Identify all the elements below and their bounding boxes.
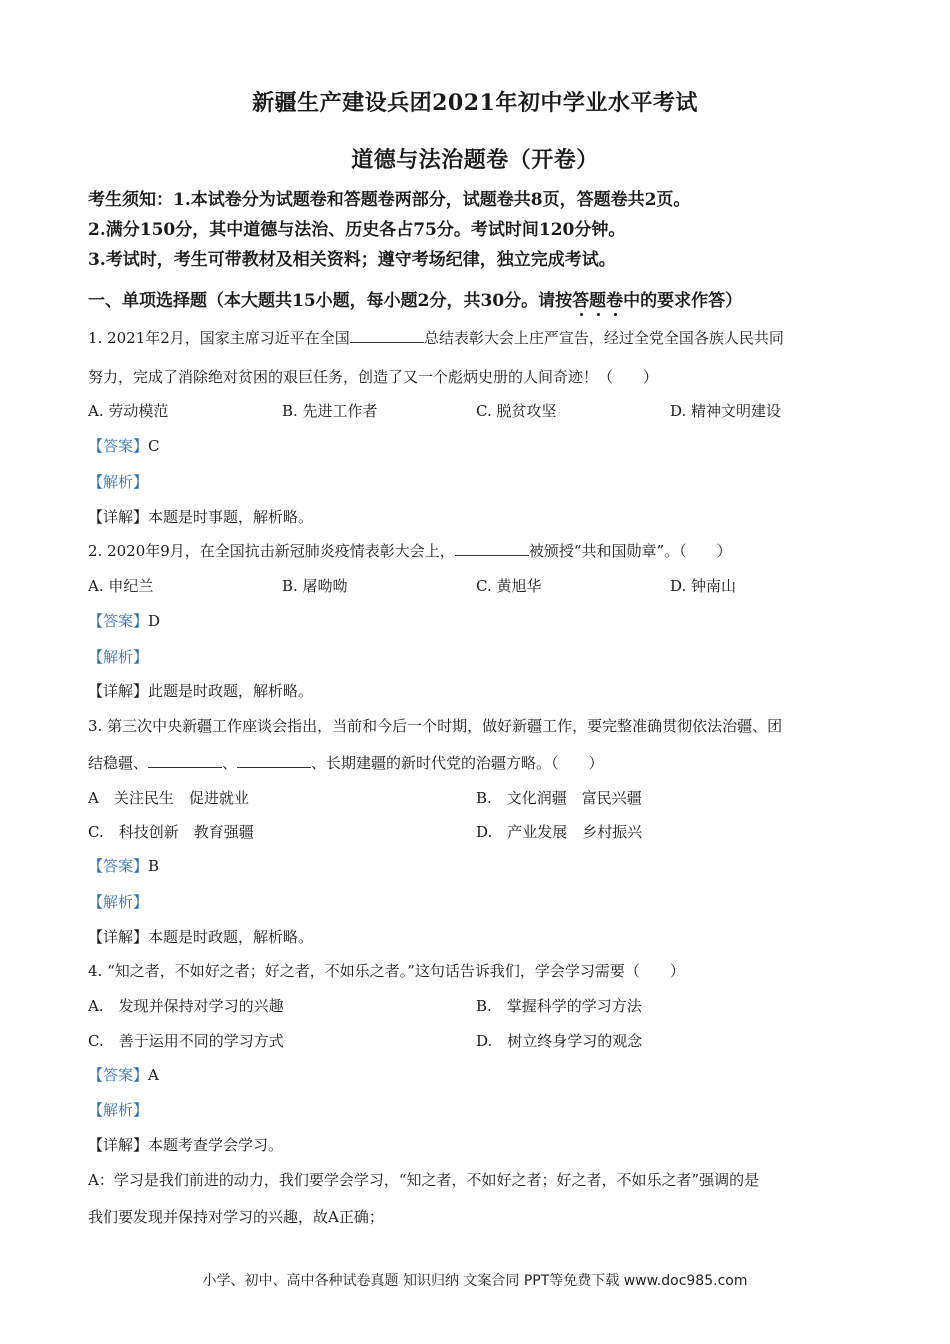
q4-option-a: A. 发现并保持对学习的兴趣 [88,997,284,1015]
fill-blank [148,755,222,768]
q1-option-d: D. 精神文明建设 [670,402,782,420]
fill-blank [455,543,529,556]
q1-option-a: A. 劳动模范 [88,402,169,420]
q2-analysis-label: 【解析】 [88,648,149,666]
question-2-stem: 2. 2020年9月，在全国抗击新冠肺炎疫情表彰大会上， 被颁授“共和国勋章”。（ ） [88,542,732,560]
q4-option-d: D. 树立终身学习的观念 [476,1032,643,1050]
question-1-stem-line-2: 努力，完成了消除绝对贫困的艰巨任务，创造了又一个彪炳史册的人间奇迹！（ ） [88,368,659,386]
q3-answer: 【答案】B [88,857,160,875]
question-4-stem: 4. “知之者，不如好之者；好之者，不如乐之者。”这句话告诉我们，学会学习需要（ ） [88,962,685,980]
q4-answer: 【答案】A [88,1066,159,1084]
q2-option-a: A. 申纪兰 [88,577,154,595]
q4-detail: 【详解】本题考查学会学习。 [88,1136,284,1154]
q4-analysis-label: 【解析】 [88,1101,149,1119]
q4-option-c: C. 善于运用不同的学习方式 [88,1032,284,1050]
q2-detail: 【详解】此题是时政题，解析略。 [88,682,314,700]
question-3-stem-line-1: 3. 第三次中央新疆工作座谈会指出，当前和今后一个时期，做好新疆工作，要完整准确贯彻依法治疆、团 [88,717,783,735]
q4-option-b: B. 掌握科学的学习方法 [476,997,642,1015]
q3-option-b: B. 文化润疆 富民兴疆 [476,789,642,807]
q1-option-b: B. 先进工作者 [282,402,378,420]
q3-analysis-label: 【解析】 [88,893,149,911]
notice-line-1: 考生须知：1.本试卷分为试题卷和答题卷两部分，试题卷共8页，答题卷共2页。 [88,190,691,210]
fill-blank [237,755,311,768]
question-3-stem-line-2: 结稳疆、 、 、长期建疆的新时代党的治疆方略。（ ） [88,754,604,772]
q4-explanation-line-2: 我们要发现并保持对学习的兴趣，故A正确； [88,1208,384,1226]
fill-blank [350,330,424,343]
section-heading: 一、单项选择题（本大题共15小题，每小题2分，共30分。请按答题卷中的要求作答） [88,291,743,311]
question-1-stem-line-1: 1. 2021年2月，国家主席习近平在全国 总结表彰大会上庄严宣告，经过全党全国各族人民共同 [88,329,784,347]
q3-option-a: A 关注民生 促进就业 [88,789,249,807]
exam-subtitle: 道德与法治题卷（开卷） [351,147,599,173]
page-footer: 小学、初中、高中各种试卷真题 知识归纳 文案合同 PPT等免费下载 www.doc985.com [202,1273,748,1289]
q1-detail: 【详解】本题是时事题，解析略。 [88,508,314,526]
notice-line-3: 3.考试时，考生可带教材及相关资料；遵守考场纪律，独立完成考试。 [88,250,616,270]
q3-option-c: C. 科技创新 教育强疆 [88,823,254,841]
q2-option-d: D. 钟南山 [670,577,737,595]
q1-answer: 【答案】C [88,437,160,455]
exam-title: 新疆生产建设兵团2021年初中学业水平考试 [252,90,698,116]
q2-option-b: B. 屠呦呦 [282,577,348,595]
q3-option-d: D. 产业发展 乡村振兴 [476,823,643,841]
notice-line-2: 2.满分150分，其中道德与法治、历史各占75分。考试时间120分钟。 [88,220,626,240]
q2-option-c: C. 黄旭华 [476,577,542,595]
q2-answer: 【答案】D [88,612,161,630]
q1-analysis-label: 【解析】 [88,473,149,491]
q4-explanation-line-1: A：学习是我们前进的动力，我们要学会学习，“知之者，不如好之者；好之者，不如乐之者”强调的是 [88,1171,760,1189]
q1-option-c: C. 脱贫攻坚 [476,402,557,420]
q3-detail: 【详解】本题是时政题，解析略。 [88,928,314,946]
